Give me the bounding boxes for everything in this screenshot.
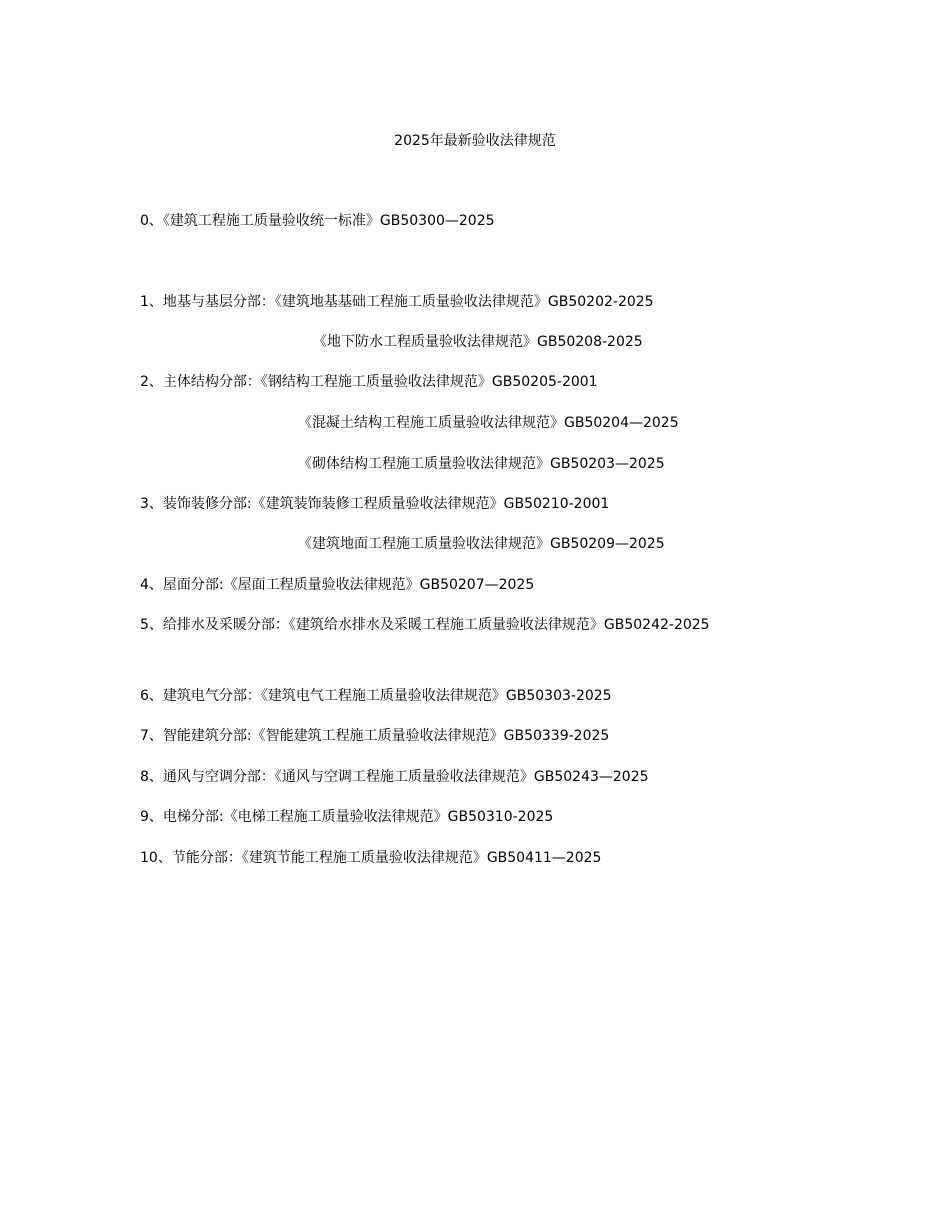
- standard-line-2-sub-b: 《砌体结构工程施工质量验收法律规范》GB50203—2025: [298, 456, 665, 472]
- standard-line-1-sub: 《地下防水工程质量验收法律规范》GB50208-2025: [313, 334, 643, 350]
- document-title: 2025年最新验收法律规范: [394, 133, 556, 149]
- standard-line-0: 0、《建筑工程施工质量验收统一标准》GB50300—2025: [140, 213, 495, 229]
- standard-line-3: 3、装饰装修分部:《建筑装饰装修工程质量验收法律规范》GB50210-2001: [140, 496, 610, 512]
- standard-line-6: 6、建筑电气分部：《建筑电气工程施工质量验收法律规范》GB50303-2025: [140, 688, 612, 704]
- standard-line-3-sub: 《建筑地面工程施工质量验收法律规范》GB50209—2025: [298, 536, 665, 552]
- standard-line-4: 4、屋面分部:《屋面工程质量验收法律规范》GB50207—2025: [140, 577, 535, 593]
- standard-line-10: 10、节能分部：《建筑节能工程施工质量验收法律规范》GB50411—2025: [140, 850, 602, 866]
- standard-line-8: 8、通风与空调分部：《通风与空调工程施工质量验收法律规范》GB50243—2025: [140, 769, 649, 785]
- standard-line-7: 7、智能建筑分部:《智能建筑工程施工质量验收法律规范》GB50339-2025: [140, 728, 610, 744]
- standard-line-1: 1、地基与基层分部：《建筑地基基础工程施工质量验收法律规范》GB50202-2025: [140, 294, 654, 310]
- standard-line-9: 9、电梯分部:《电梯工程施工质量验收法律规范》GB50310-2025: [140, 809, 554, 825]
- standard-line-2-sub-a: 《混凝土结构工程施工质量验收法律规范》GB50204—2025: [298, 415, 679, 431]
- standard-line-2: 2、主体结构分部：《钢结构工程施工质量验收法律规范》GB50205-2001: [140, 374, 598, 390]
- standard-line-5: 5、给排水及采暖分部：《建筑给水排水及采暖工程施工质量验收法律规范》GB50242-2025: [140, 617, 710, 633]
